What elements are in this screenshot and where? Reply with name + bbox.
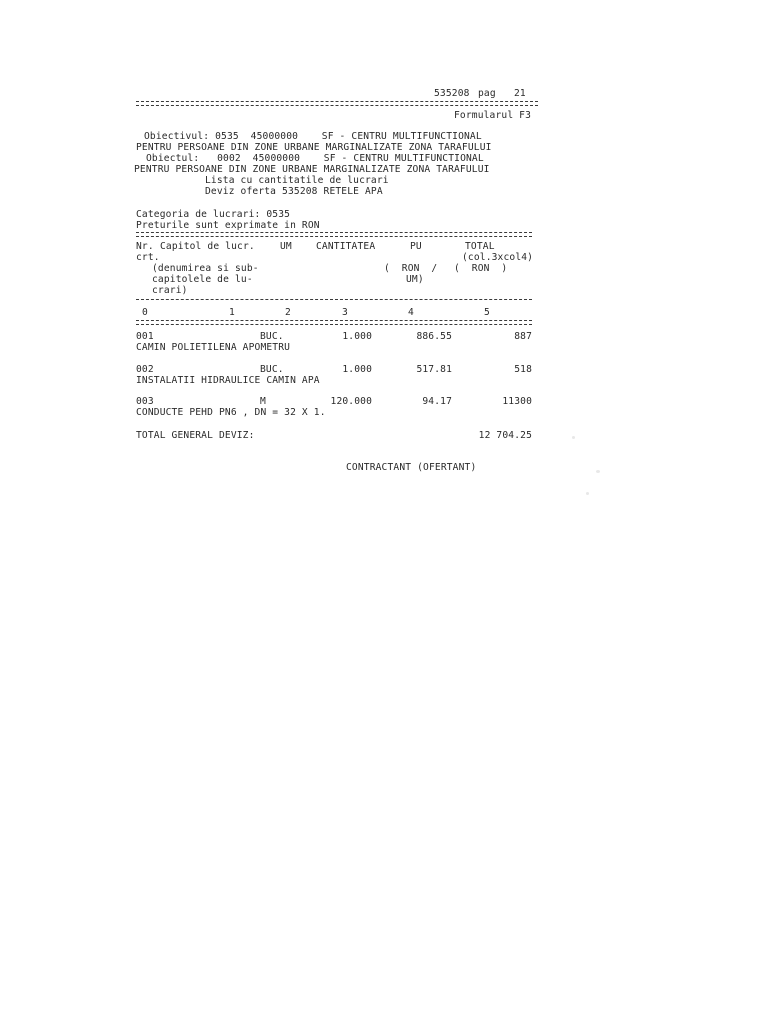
row-um: BUC. <box>260 364 284 375</box>
scan-speck <box>572 436 575 439</box>
row-total: 518 <box>514 364 532 375</box>
header-capitol: Capitol de lucr. <box>160 241 255 252</box>
row-total: 11300 <box>502 396 532 407</box>
row-qty: 120.000 <box>330 396 372 407</box>
header-total: TOTAL <box>465 241 495 252</box>
lista-title: Lista cu cantitatile de lucrari <box>205 175 389 186</box>
columns-rule <box>136 320 532 325</box>
row-qty: 1.000 <box>342 331 372 342</box>
col-number: 3 <box>342 307 348 318</box>
header-nr: Nr. <box>136 241 154 252</box>
header-rule <box>136 101 538 106</box>
form-label: Formularul F3 <box>454 110 532 121</box>
signature-label: CONTRACTANT (OFERTANT) <box>346 462 477 473</box>
page-label: pag <box>478 88 496 99</box>
row-pu: 517.81 <box>416 364 452 375</box>
table-top-rule <box>136 232 532 237</box>
col-number: 5 <box>484 307 490 318</box>
deviz-title: Deviz oferta 535208 RETELE APA <box>205 186 383 197</box>
total-label: TOTAL GENERAL DEVIZ: <box>136 430 255 441</box>
doc-number: 535208 <box>434 88 470 99</box>
row-um: M <box>260 396 266 407</box>
col-number: 2 <box>285 307 291 318</box>
scan-speck <box>586 492 589 495</box>
header-cantitatea: CANTITATEA <box>316 241 376 252</box>
row-nr: 003 <box>136 396 154 407</box>
header-um: UM <box>280 241 292 252</box>
currency-note: Preturile sunt exprimate in RON <box>136 220 320 231</box>
total-value: 12 704.25 <box>478 430 532 441</box>
row-um: BUC. <box>260 331 284 342</box>
col-number: 1 <box>229 307 235 318</box>
header-pu: PU <box>410 241 422 252</box>
header-den-2: capitolele de lu- <box>152 274 253 285</box>
row-total: 887 <box>514 331 532 342</box>
obiectiv-line-2: PENTRU PERSOANE DIN ZONE URBANE MARGINALIZATE ZONA TARAFULUI <box>136 142 492 153</box>
header-den-3: crari) <box>152 285 188 296</box>
header-ron-um: ( RON / <box>384 263 438 274</box>
col-number: 0 <box>142 307 148 318</box>
header-ron-total: ( RON ) <box>454 263 508 274</box>
obiectiv-line: Obiectivul: 0535 45000000 SF - CENTRU MULTIFUNCTIONAL <box>144 131 482 142</box>
category-line: Categoria de lucrari: 0535 <box>136 209 291 220</box>
col-number: 4 <box>408 307 414 318</box>
row-nr: 001 <box>136 331 154 342</box>
obiect-line: Obiectul: 0002 45000000 SF - CENTRU MULTIFUNCTIONAL <box>146 153 484 164</box>
row-desc: CAMIN POLIETILENA APOMETRU <box>136 342 291 353</box>
header-um-close: UM) <box>406 274 424 285</box>
obiect-line-2: PENTRU PERSOANE DIN ZONE URBANE MARGINALIZATE ZONA TARAFULUI <box>134 164 490 175</box>
header-divider <box>136 299 532 300</box>
row-nr: 002 <box>136 364 154 375</box>
scan-speck <box>596 470 600 473</box>
header-den-1: (denumirea si sub- <box>152 263 259 274</box>
row-pu: 886.55 <box>416 331 452 342</box>
row-desc: CONDUCTE PEHD PN6 , DN = 32 X 1. <box>136 407 326 418</box>
row-pu: 94.17 <box>422 396 452 407</box>
row-qty: 1.000 <box>342 364 372 375</box>
header-colcalc: (col.3xcol4) <box>462 252 534 263</box>
row-desc: INSTALATII HIDRAULICE CAMIN APA <box>136 375 320 386</box>
header-crt: crt. <box>136 252 160 263</box>
page-number: 21 <box>514 88 526 99</box>
